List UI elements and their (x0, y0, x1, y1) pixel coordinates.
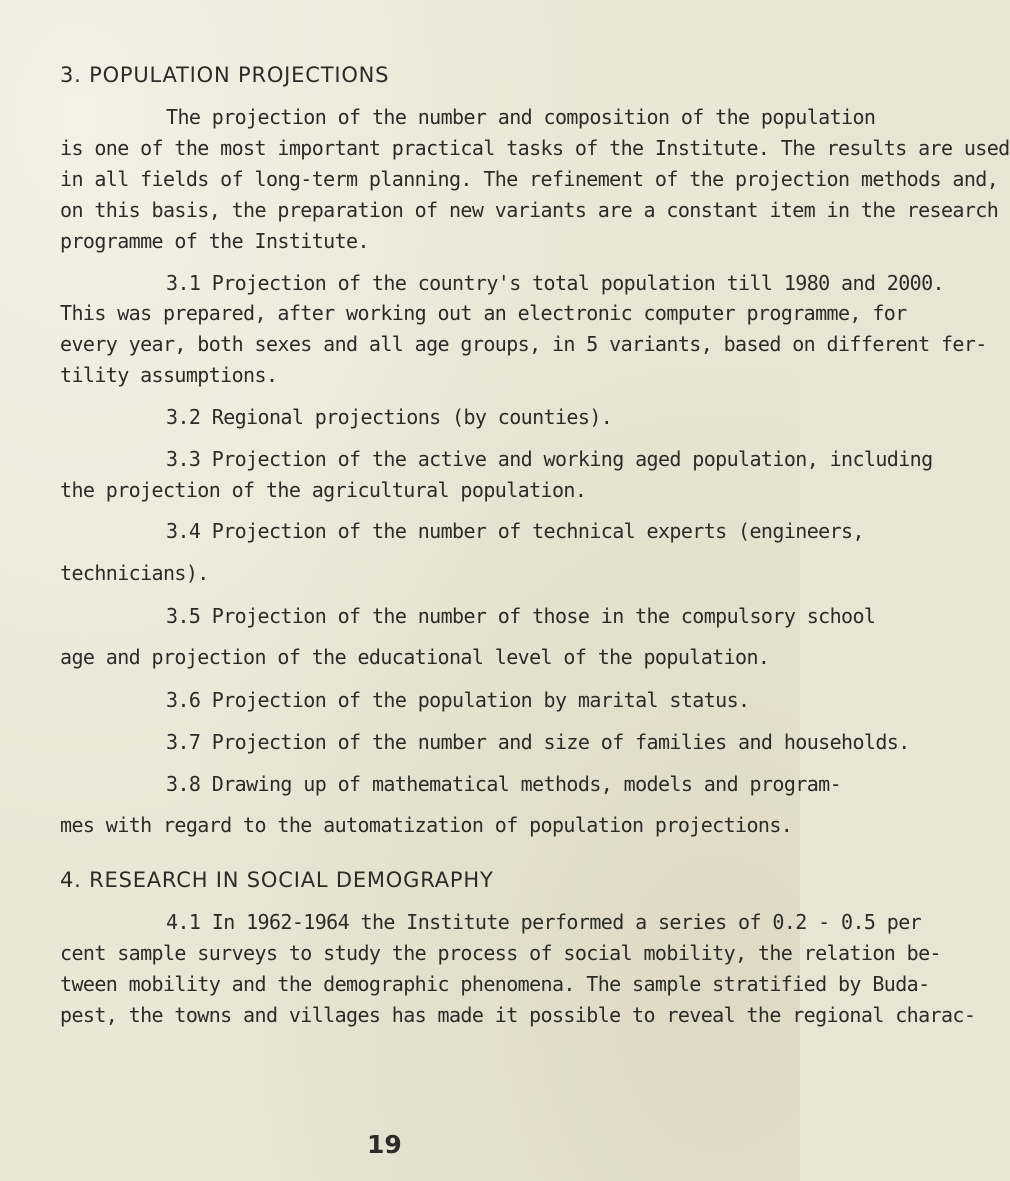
paragraph-line: The projection of the number and composition of the population (166, 105, 876, 129)
item-3-3-line: the projection of the agricultural population. (60, 478, 587, 502)
item-3-8-line: 3.8 Drawing up of mathematical methods, models and program- (166, 772, 842, 796)
item-4-1-line: pest, the towns and villages has made it possible to reveal the regional charac- (60, 1003, 976, 1027)
item-3-1-line: 3.1 Projection of the country's total population till 1980 and 2000. (166, 271, 944, 295)
item-3-1-line: This was prepared, after working out an electronic computer programme, for (60, 301, 907, 325)
item-3-5-line: 3.5 Projection of the number of those in the compulsory school (166, 604, 876, 628)
item-4-1-line: tween mobility and the demographic phenomena. The sample stratified by Buda- (60, 972, 930, 996)
page-number: 19 (367, 1130, 402, 1159)
item-3-4-line: technicians). (60, 561, 209, 585)
item-3-1-line: tility assumptions. (60, 363, 278, 387)
item-3-2-line: 3.2 Regional projections (by counties). (166, 405, 613, 429)
item-4-1-line: 4.1 In 1962-1964 the Institute performed a series of 0.2 - 0.5 per (166, 910, 922, 934)
paragraph-line: in all fields of long-term planning. The refinement of the projection methods and, (60, 167, 999, 191)
item-3-4-line: 3.4 Projection of the number of technical experts (engineers, (166, 519, 864, 543)
item-4-1-line: cent sample surveys to study the process of social mobility, the relation be- (60, 941, 941, 965)
section-heading-population-projections: 3. POPULATION PROJECTIONS (60, 63, 390, 87)
item-3-3-line: 3.3 Projection of the active and working aged population, including (166, 447, 933, 471)
paragraph-line: on this basis, the preparation of new variants are a constant item in the research (60, 198, 999, 222)
paragraph-line: programme of the Institute. (60, 229, 369, 253)
item-3-1-line: every year, both sexes and all age groups, in 5 variants, based on different fer- (60, 332, 987, 356)
item-3-8-line: mes with regard to the automatization of population projections. (60, 813, 793, 837)
item-3-7-line: 3.7 Projection of the number and size of families and households. (166, 730, 910, 754)
item-3-5-line: age and projection of the educational level of the population. (60, 645, 770, 669)
item-3-6-line: 3.6 Projection of the population by marital status. (166, 688, 750, 712)
paragraph-line: is one of the most important practical tasks of the Institute. The results are used (60, 136, 1010, 160)
section-heading-social-demography: 4. RESEARCH IN SOCIAL DEMOGRAPHY (60, 868, 494, 892)
